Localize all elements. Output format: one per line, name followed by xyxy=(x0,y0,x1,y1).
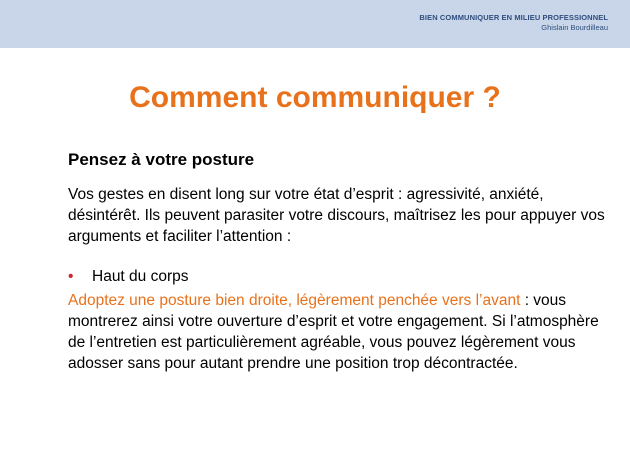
detail-paragraph xyxy=(68,290,613,374)
detail-rest: : vous montrerez ainsi votre ouverture d’esprit et votre engagement. Si l’atmosphère de l’entretien est particulièrement agréable, vous pouvez légèrement vous adosser sans pour autant prendre une position trop décontractée. xyxy=(68,292,599,372)
slide-title: Comment communiquer ? xyxy=(129,81,501,114)
header-title: BIEN COMMUNIQUER EN MILIEU PROFESSIONNEL xyxy=(419,13,608,22)
bullet-marker: • xyxy=(68,268,74,285)
intro-paragraph: Vos gestes en disent long sur votre état d’esprit : agressivité, anxiété, désintérêt. Ils peuvent parasiter votre discours, maîtrisez les pour appuyer vos arguments et faciliter l’attention : xyxy=(68,186,605,245)
bullet-label: Haut du corps xyxy=(92,268,189,285)
header-author: Ghislain Bourdilleau xyxy=(541,23,608,32)
header-text xyxy=(419,13,608,33)
header-band xyxy=(0,0,630,48)
detail-highlight: Adoptez une posture bien droite, légèrement penchée vers l’avant xyxy=(68,292,521,309)
section-heading: Pensez à votre posture xyxy=(68,150,255,169)
bullet-item xyxy=(68,266,189,287)
